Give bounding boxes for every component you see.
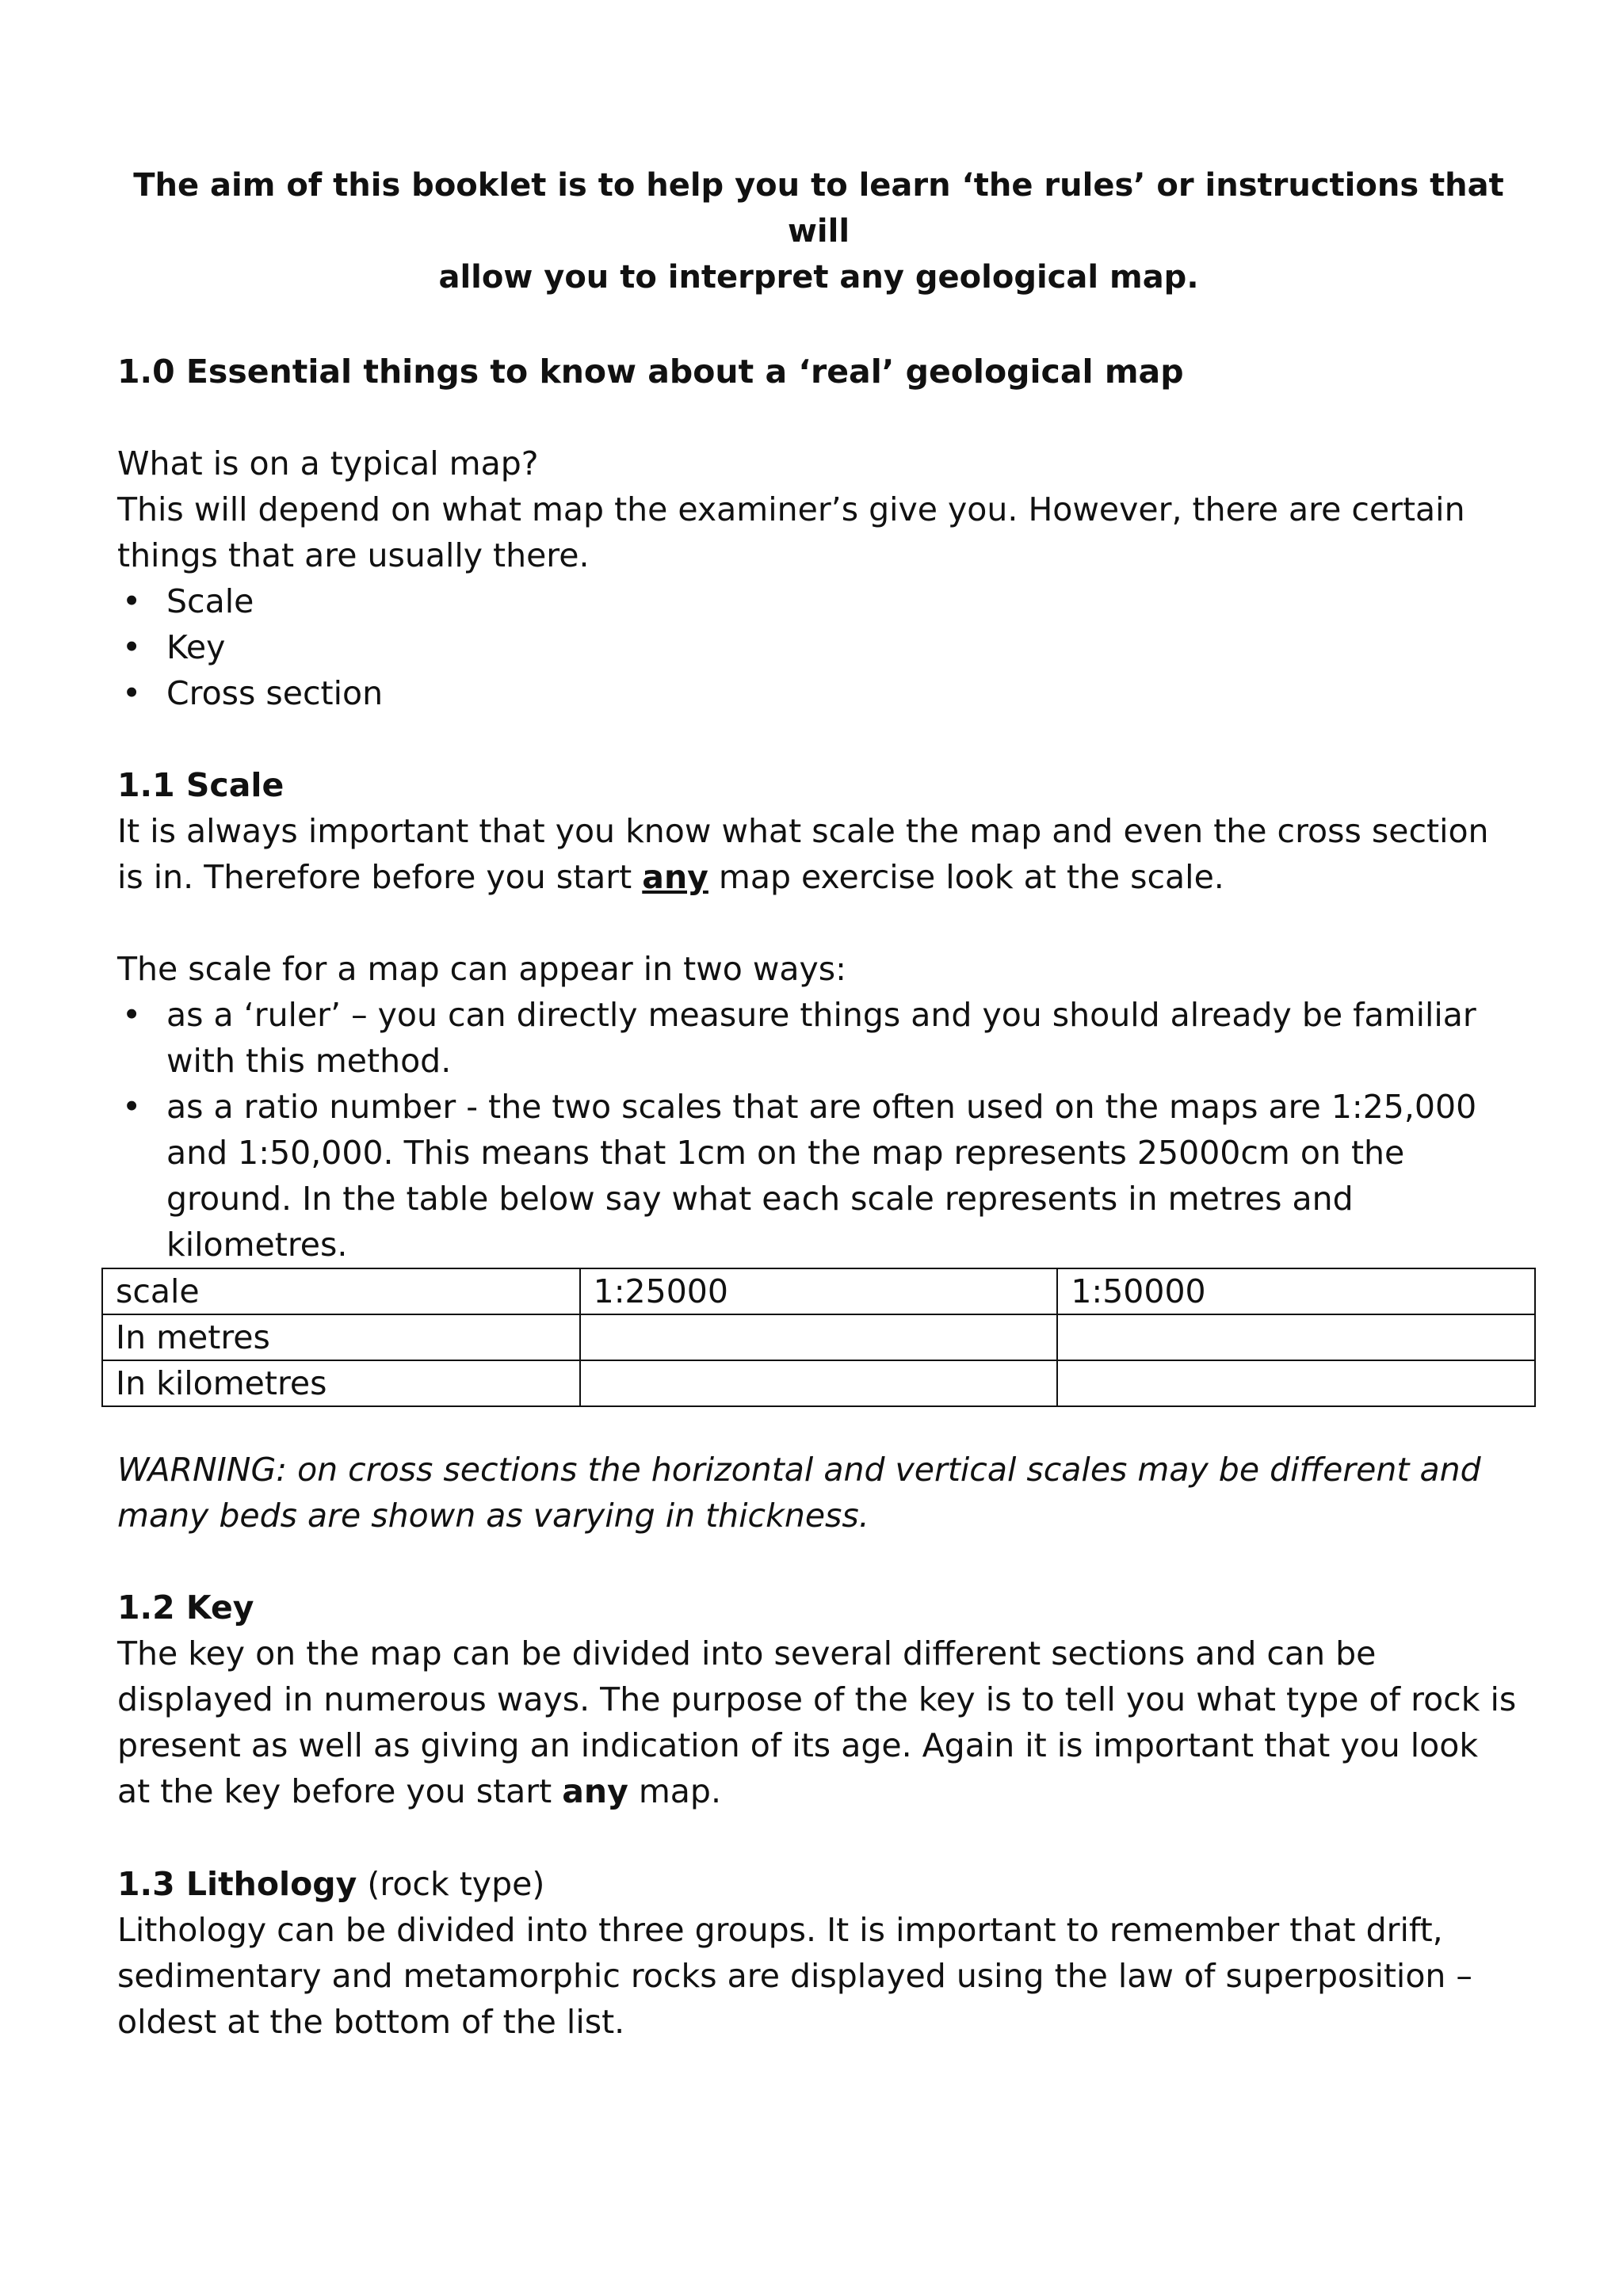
key-emphasis: any [562,1772,628,1810]
list-item: • Scale [117,578,1520,624]
table-cell: In metres [102,1314,580,1360]
table-cell: In kilometres [102,1360,580,1406]
section-1-1 [117,762,1520,900]
typical-map-list [117,578,1520,716]
scale-ways-list [117,992,1520,1268]
list-item: • Key [117,624,1520,670]
key-paragraph-text: The key on the map can be divided into several different sections and can be displayed in numerous ways. The purpose of the key is to tell you what type of rock is present as well as giving an indication of its age. Again it is important that you look at the key before you start [117,1634,1517,1810]
scale-paragraph-text: It is always important that you know what scale the map and even the cross section is in. Therefore before you start [117,812,1489,896]
section-1-3-heading-suffix: (rock type) [357,1865,545,1903]
lithology-paragraph: Lithology can be divided into three groups. It is important to remember that drift, sedimentary and metamorphic rocks are displayed using the law of superposition – oldest at the bottom of the list. [117,1911,1472,2041]
section-1-0-body [117,441,1520,716]
scale-paragraph-end: map exercise look at the scale. [708,858,1224,896]
table-cell [580,1360,1058,1406]
table-cell [1057,1314,1535,1360]
table-cell [580,1314,1058,1360]
section-1-3 [117,1861,1520,2045]
table-cell: 1:25000 [580,1268,1058,1314]
typical-map-question: What is on a typical map? [117,444,539,482]
intro-statement [117,162,1520,300]
table-cell [1057,1360,1535,1406]
list-item: • as a ratio number - the two scales that are often used on the maps are 1:25,000 and 1:50,000. This means that 1cm on the map represents 25000cm on the ground. In the table below say what each scale represents in metres and kilometres. [117,1084,1520,1268]
scale-paragraph [117,808,1520,900]
table-row [102,1360,1535,1406]
list-item: • as a ‘ruler’ – you can directly measure things and you should already be familiar with this method. [117,992,1520,1084]
section-1-0 [117,349,1520,395]
table-cell: scale [102,1268,580,1314]
key-paragraph-end: map. [628,1772,721,1810]
warning-note: WARNING: on cross sections the horizontal and vertical scales may be different and many beds are shown as varying in thickness. [117,1451,1481,1535]
section-1-2 [117,1585,1520,1814]
table-row [102,1314,1535,1360]
section-1-1-heading: 1.1 Scale [117,766,285,804]
section-1-0-heading: 1.0 Essential things to know about a ‘real’ geological map [117,353,1184,391]
scale-table [101,1268,1536,1407]
intro-line-1: The aim of this booklet is to help you to learn ‘the rules’ or instructions that will [133,167,1504,250]
scale-ways [117,946,1520,1268]
table-cell: 1:50000 [1057,1268,1535,1314]
table-row [102,1268,1535,1314]
section-1-3-heading: 1.3 Lithology [117,1865,357,1903]
scale-ways-intro: The scale for a map can appear in two ways: [117,950,846,988]
list-item: • Cross section [117,670,1520,716]
section-1-3-heading-line [117,1861,1520,1907]
intro-line-2: allow you to interpret any geological map. [438,259,1199,296]
key-paragraph [117,1630,1520,1814]
scale-emphasis: any [642,858,708,896]
section-1-2-heading: 1.2 Key [117,1589,254,1627]
typical-map-paragraph: This will depend on what map the examiner’s give you. However, there are certain things that are usually there. [117,490,1465,574]
